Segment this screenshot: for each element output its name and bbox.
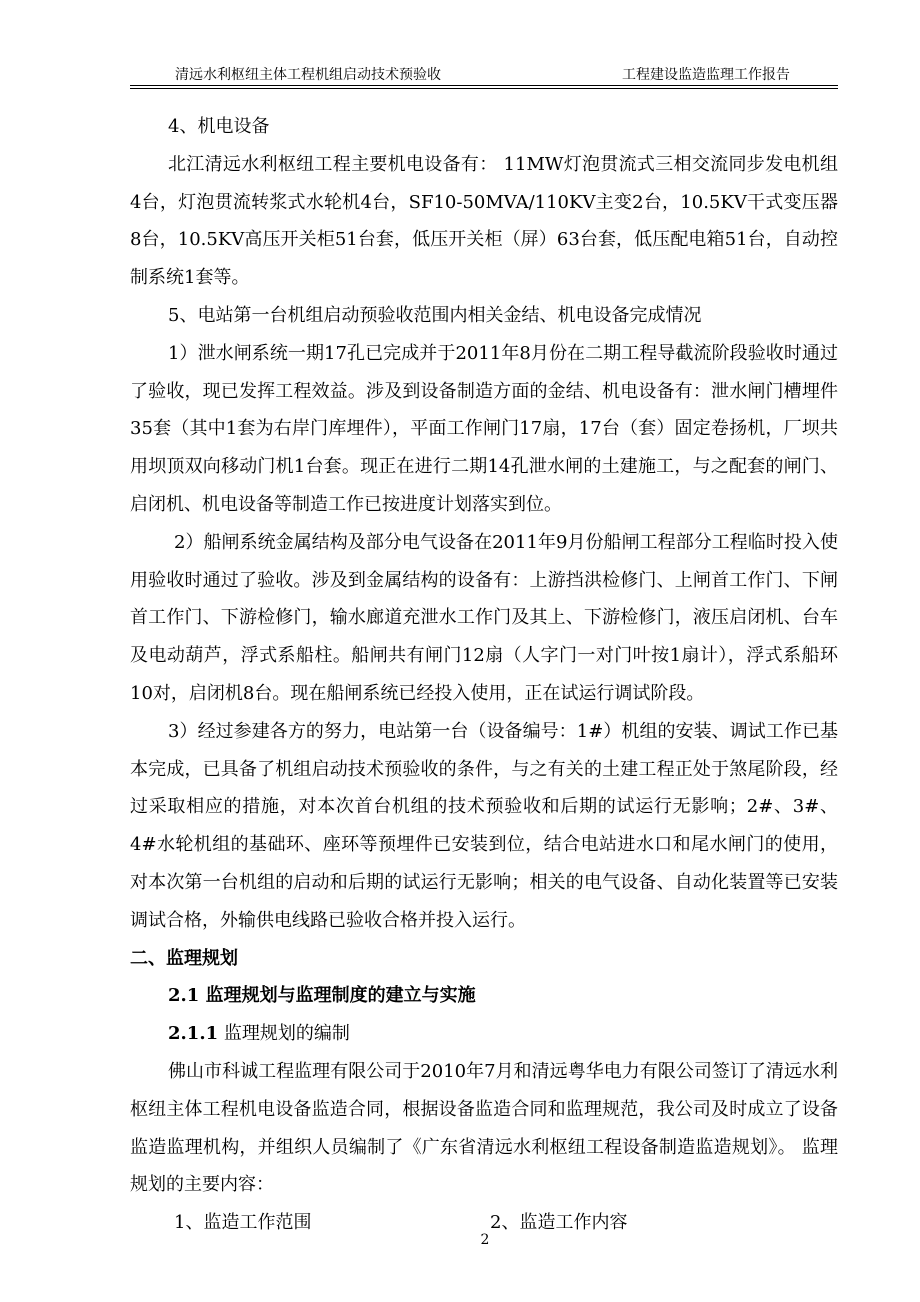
header-right-title: 工程建设监造监理工作报告 bbox=[622, 67, 790, 83]
paragraph-item-3: 3）经过参建各方的努力，电站第一台（设备编号：1#）机组的安装、调试工作已基本完成，已具备了机组启动技术预验收的条件，与之有关的土建工程正处于煞尾阶段，经过采取相应的措施，对本次首台机组的技术预验收和后期的试运行无影响；2#、3#、4#水轮机组的基础环、座环等预埋件已安装到位，结合电站进水口和尾水闸门的使用，对本次第一台机组的启动和后期的试运行无影响；相关的电气设备、自动化装置等已安装调试合格，外输供电线路已验收合格并投入运行。 bbox=[130, 720, 838, 931]
paragraph-equipment: 北江清远水利枢纽工程主要机电设备有： 11MW灯泡贯流式三相交流同步发电机组4台，灯泡贯流转浆式水轮机4台，SF10-50MVA/110KV主变2台，10.5KV干式变压器8台，10.5KV高压开关柜51台套，低压开关柜（屏）63台套，低压配电箱51台，自动控制系统1套等。 bbox=[130, 153, 838, 289]
header-rule-second bbox=[130, 88, 838, 89]
section-heading-2: 二、监理规划 bbox=[130, 947, 238, 969]
document-body bbox=[130, 108, 838, 1242]
section-heading-2-1: 2.1 监理规划与监理制度的建立与实施 bbox=[168, 985, 476, 1007]
paragraph-plan: 佛山市科诚工程监理有限公司于2010年7月和清远粤华电力有限公司签订了清远水利枢纽主体工程机电设备监造合同，根据设备监造合同和监理规范，我公司及时成立了设备监造监理机构，并组织人员编制了《广东省清远水利枢纽工程设备制造监造规划》。 监理规划的主要内容： bbox=[130, 1060, 838, 1196]
paragraph-item-2: 2）船闸系统金属结构及部分电气设备在2011年9月份船闸工程部分工程临时投入使用验收时通过了验收。涉及到金属结构的设备有：上游挡洪检修门、上闸首工作门、下闸首工作门、下游检修门，输水廊道充泄水工作门及其上、下游检修门，液压启闭机、台车及电动葫芦，浮式系船柱。船闸共有闸门12扇（人字门一对门叶按1扇计），浮式系船环10对，启闭机8台。现在船闸系统已经投入使用，正在试运行调试阶段。 bbox=[130, 531, 838, 704]
header-left-title: 清远水利枢纽主体工程机组启动技术预验收 bbox=[175, 67, 441, 83]
section-title: 监理规划的编制 bbox=[218, 1023, 350, 1045]
paragraph-item-1: 1）泄水闸系统一期17孔已完成并于2011年8月份在二期工程导截流阶段验收时通过了验收，现已发挥工程效益。涉及到设备制造方面的金结、机电设备有：泄水闸门槽埋件35套（其中1套为右岸门库埋件），平面工作闸门17扇，17台（套）固定卷扬机，厂坝共用坝顶双向移动门机1台套。现正在进行二期14孔泄水闸的土建施工，与之配套的闸门、启闭机、机电设备等制造工作已按进度计划落实到位。 bbox=[130, 342, 838, 515]
heading-mechanical-electrical: 4、机电设备 bbox=[168, 116, 270, 137]
list-item-scope: 1、监造工作范围 bbox=[174, 1212, 312, 1234]
header-rule bbox=[130, 85, 838, 86]
page-number: 2 bbox=[480, 1232, 490, 1248]
section-number: 2.1.1 bbox=[168, 1023, 219, 1045]
heading-first-unit-status: 5、电站第一台机组启动预验收范围内相关金结、机电设备完成情况 bbox=[168, 304, 702, 326]
list-item-content: 2、监造工作内容 bbox=[490, 1212, 628, 1234]
section-heading-2-1-1 bbox=[130, 1015, 838, 1053]
